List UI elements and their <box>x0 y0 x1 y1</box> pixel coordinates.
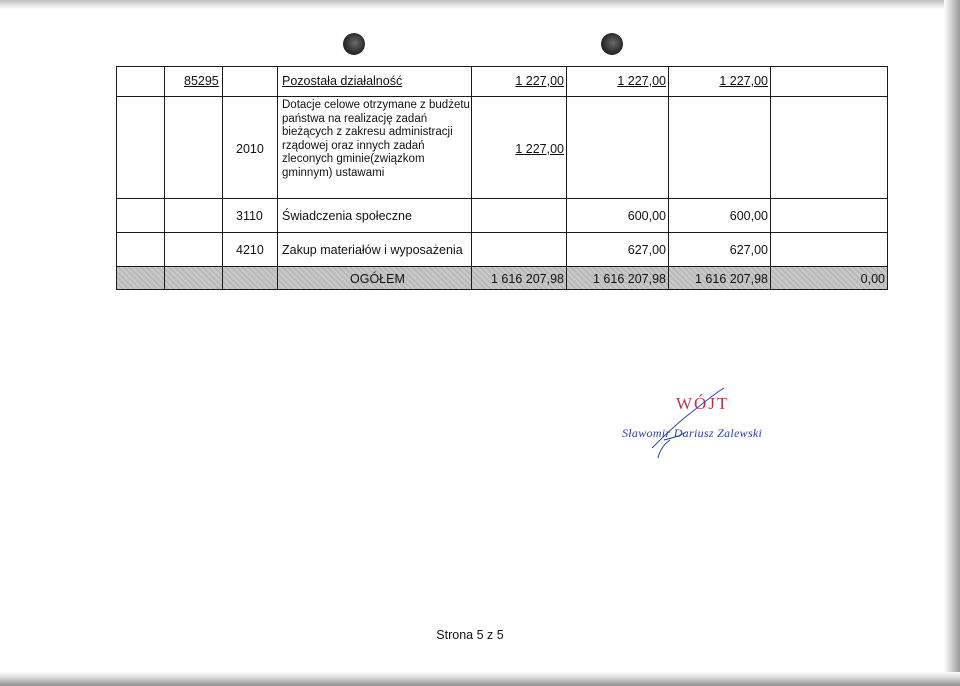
table-cell-paragraph: 3110 <box>236 209 263 223</box>
table-rule <box>116 96 888 97</box>
signature-stamp <box>600 380 800 470</box>
total-rest: 0,00 <box>860 272 885 286</box>
table-rule <box>887 66 888 289</box>
page-number: Strona 5 z 5 <box>436 628 504 642</box>
table-rule <box>116 66 888 67</box>
table-cell-wykonanie: 600,00 <box>729 209 768 223</box>
table-rule <box>116 289 888 290</box>
table-cell-paragraph: 2010 <box>236 142 264 156</box>
table-rule <box>566 66 567 289</box>
table-rule <box>770 66 771 289</box>
signature-scribble <box>600 380 800 470</box>
stamp-title: WÓJT <box>676 394 730 413</box>
total-plan: 1 616 207,98 <box>491 272 564 286</box>
total-label: OGÓŁEM <box>350 272 405 286</box>
total-zmiana: 1 616 207,98 <box>593 272 666 286</box>
table-cell-wykonanie: 1 227,00 <box>719 74 768 88</box>
table-cell-plan: 1 227,00 <box>515 142 564 156</box>
table-cell-name: Świadczenia społeczne <box>282 209 412 223</box>
table-cell-wykonanie: 627,00 <box>729 243 768 257</box>
scan-edge-right <box>944 0 960 686</box>
scan-edge-top <box>0 0 960 10</box>
punch-hole-right <box>601 33 623 55</box>
table-cell-zmiana: 627,00 <box>627 243 666 257</box>
table-rule <box>116 266 888 267</box>
table-rule <box>164 66 165 289</box>
table-rule <box>277 66 278 289</box>
table-cell-name: Dotacje celowe otrzymane z budżetu państwa na realizację zadań bieżących z zakresu administracji rządowej oraz innych zadań zleconych gminie(związkom gminnym) ustawami <box>282 99 470 179</box>
table-cell-plan: 1 227,00 <box>515 74 564 88</box>
table-cell-paragraph: 4210 <box>236 243 264 257</box>
table-cell-dzial: 85295 <box>184 74 219 88</box>
scan-edge-bottom <box>0 672 960 686</box>
table-rule <box>222 66 223 289</box>
stamp-name: Sławomir Dariusz Zalewski <box>622 426 763 440</box>
table-rule <box>668 66 669 289</box>
table-cell-zmiana: 600,00 <box>627 209 666 223</box>
table-cell-name: Pozostała działalność <box>282 74 403 88</box>
table-cell-zmiana: 1 227,00 <box>617 74 666 88</box>
table-rule <box>116 198 888 199</box>
punch-hole-left <box>343 33 365 55</box>
table-rule <box>116 232 888 233</box>
total-wykonanie: 1 616 207,98 <box>695 272 768 286</box>
table-cell-name: Zakup materiałów i wyposażenia <box>282 243 463 257</box>
table-rule <box>116 66 117 289</box>
